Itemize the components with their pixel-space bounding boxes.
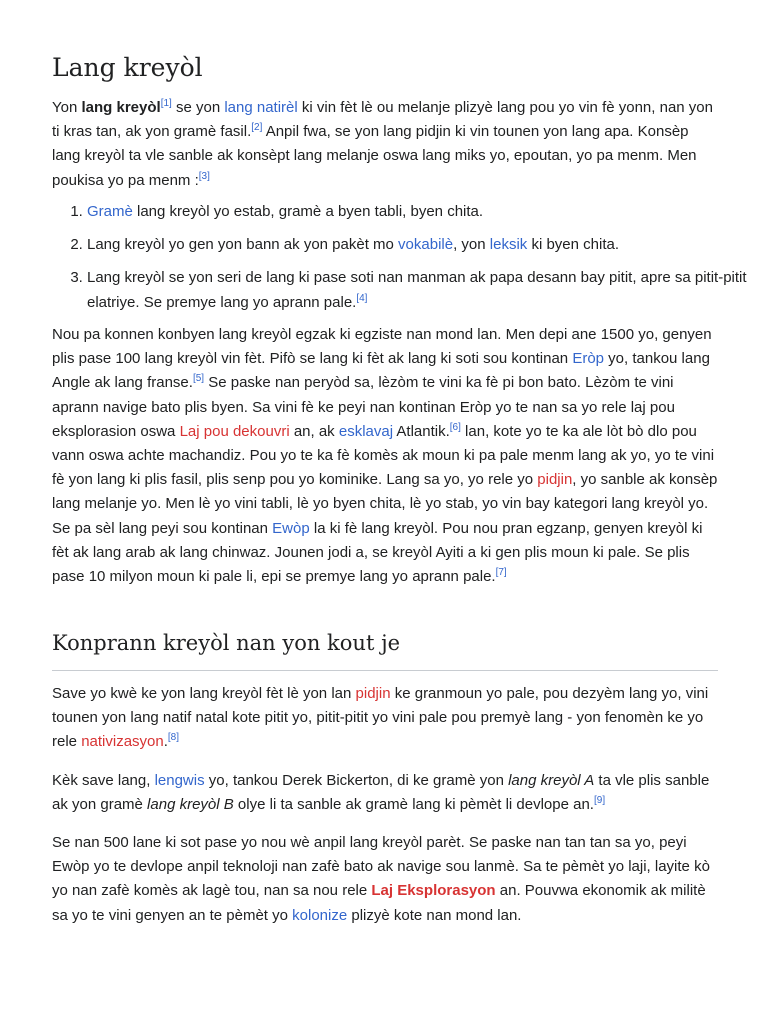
text: , yon xyxy=(453,236,490,254)
ref-link[interactable]: [8] xyxy=(167,732,180,744)
link-vokabile[interactable]: vokabilè xyxy=(398,236,454,254)
text: an, ak xyxy=(289,422,339,440)
ref-link[interactable]: [6] xyxy=(449,421,461,433)
text: ta vle plis sanble ak yon gramè xyxy=(52,772,710,814)
link-erop[interactable]: Eròp xyxy=(572,350,604,368)
italic-term: lang kreyòl A xyxy=(508,772,595,789)
link-kolonize[interactable]: kolonize xyxy=(292,906,348,924)
link-leksik[interactable]: leksik xyxy=(489,236,528,254)
ref-5[interactable] xyxy=(193,373,204,384)
ref-link[interactable]: [3] xyxy=(198,170,210,182)
italic-term: lang kreyòl B xyxy=(147,796,234,814)
text: Save yo kwè ke yon lang kreyòl fèt lè yon lan xyxy=(52,685,356,702)
text: Se nan 500 lane ki sot pase yo nou wè anpil lang kreyòl parèt. Se paske nan tan tan sa yo, peyi Ewòp yo te devlope anpil teknoloji nan zafè bato ak navige sou lanmè. Sa te pèmèt yo laji, layite kò yo nan zafè komès ak lagè tou, nan sa nou rele xyxy=(52,834,710,900)
text: la ki fè lang kreyòl. Pou nou pran egzanp, genyen kreyòl ki fèt ak lang arab ak lang chinwaz. Jounen jodi a, se kreyòl Ayiti a ki gen plis moun ki pale. Se plis pase 10 milyon moun ki pale li, epi se premye lang yo aprann pale. xyxy=(52,519,703,586)
text: ki byen chita. xyxy=(527,236,620,254)
link-laj-pou-dekouvri[interactable]: Laj pou dekouvri xyxy=(179,422,290,440)
intro-paragraph xyxy=(52,96,718,193)
text: Se paske nan peryòd sa, lèzòm te vini ka fè pi bon bato. Lèzòm te vini aprann navige bato plis byen. Sa vini fè ke peyi nan kontinan Eròp yo te nan sa yo rele laj pou eksplorasion oswa xyxy=(52,374,675,440)
ref-link[interactable]: [5] xyxy=(192,373,205,385)
text: Atlantik. xyxy=(393,422,450,440)
text: Lang kreyòl se yon seri de lang ki pase soti nan manman ak papa desann bay pitit, apre sa pitit-pitit elatriye. Se premye lang yo aprann pale. xyxy=(87,269,747,311)
ref-3[interactable] xyxy=(199,171,210,182)
bold-term: lang kreyòl xyxy=(81,99,161,116)
text: Yon xyxy=(52,99,82,116)
text: yo, tankou Derek Bickerton, di ke gramè yon xyxy=(204,772,509,789)
pidjin-paragraph xyxy=(52,682,718,755)
text: yo, tankou lang Angle ak lang franse. xyxy=(52,350,710,392)
text: ki vin fèt lè ou melanje plizyè lang pou yo vin fè yonn, nan yon ti kras tan, ak yon gramè fasil. xyxy=(52,99,713,141)
text: se yon xyxy=(171,99,225,116)
ref-8[interactable] xyxy=(168,732,179,743)
exploration-paragraph xyxy=(52,831,718,928)
ref-link[interactable]: [7] xyxy=(495,567,507,579)
section-heading: Konprann kreyòl nan yon kout je xyxy=(52,631,401,655)
list-item xyxy=(87,233,753,257)
text: Kèk save lang, xyxy=(52,772,155,789)
ref-link[interactable]: [2] xyxy=(251,122,263,134)
text: an. Pouvwa ekonomik ak militè sa yo te vini genyen an te pèmèt yo xyxy=(52,882,706,924)
ref-2[interactable] xyxy=(251,122,262,133)
link-laj-eksplorasyon[interactable]: Laj Eksplorasyon xyxy=(371,882,496,900)
link-grame[interactable]: Gramè xyxy=(87,203,133,220)
list-item xyxy=(87,200,753,224)
ref-9[interactable] xyxy=(594,795,605,806)
ref-link[interactable]: [9] xyxy=(593,795,606,807)
list-item xyxy=(87,266,753,314)
ref-7[interactable] xyxy=(496,567,507,578)
text: lang kreyòl yo estab, gramè a byen tabli, byen chita. xyxy=(132,203,484,220)
link-ewop[interactable]: Ewòp xyxy=(272,519,310,537)
text: ke granmoun yo pale, pou dezyèm lang yo, vini tounen yon lang natif natal kote pitit yo, pitit-pitit yo vini pale pou premyè lang - yon fenomèn ke yo rele xyxy=(52,685,709,751)
text: Lang kreyòl yo gen yon bann ak yon pakèt mo xyxy=(87,236,399,254)
text: olye li ta sanble ak gramè lang ki pèmèt li devlope an. xyxy=(233,796,594,814)
text: Anpil fwa, se yon lang pidjin ki vin tounen yon lang apa. Konsèp lang kreyòl ta vle sanble ak konsèpt lang melanje oswa lang miks yo, epoutan, yo pa menm. Men poukisa yo pa menm : xyxy=(52,123,697,189)
ref-6[interactable] xyxy=(450,422,461,433)
reasons-list xyxy=(52,200,753,324)
bickerton-paragraph xyxy=(52,769,718,817)
text: . xyxy=(163,733,168,751)
text: plizyè kote nan mond lan. xyxy=(347,906,522,924)
link-lang-natirel[interactable]: lang natirèl xyxy=(224,99,298,116)
ref-link[interactable]: [4] xyxy=(356,292,368,304)
ref-4[interactable] xyxy=(356,293,367,304)
ref-1[interactable] xyxy=(161,98,172,109)
link-esklavaj[interactable]: esklavaj xyxy=(338,422,394,440)
text: , yo sanble ak konsèp lang melanje yo. Men lè yo vini tabli, lè yo byen chita, lè yo stab, yo vin bay kategori lang kreyòl yo. Se pa sèl lang peyi sou kontinan xyxy=(52,471,718,537)
history-paragraph xyxy=(52,323,718,589)
link-pidjin[interactable]: pidjin xyxy=(537,471,573,489)
section-divider xyxy=(52,670,718,671)
link-lengwis[interactable]: lengwis xyxy=(154,772,205,789)
text: Nou pa konnen konbyen lang kreyòl egzak ki egziste nan mond lan. Men depi ane 1500 yo, genyen plis pase 100 lang kreyòl vin fèt. Pifò se lang ki fèt ak lang ki soti sou kontinan xyxy=(52,326,712,368)
page-title: Lang kreyòl xyxy=(52,53,203,82)
ref-link[interactable]: [1] xyxy=(160,98,172,109)
link-nativizasyon[interactable]: nativizasyon xyxy=(81,733,164,751)
text: lan, kote yo te ka ale lòt bò dlo pou vann oswa achte machandiz. Pou yo te ka fè komès ak moun ki pa pale menm lang ak yo, yo te vini fè yon lang ki plis fasil, plis senp pou yo kominike. Lang sa yo, yo rele yo xyxy=(52,422,715,489)
link-pidjin[interactable]: pidjin xyxy=(355,685,391,702)
